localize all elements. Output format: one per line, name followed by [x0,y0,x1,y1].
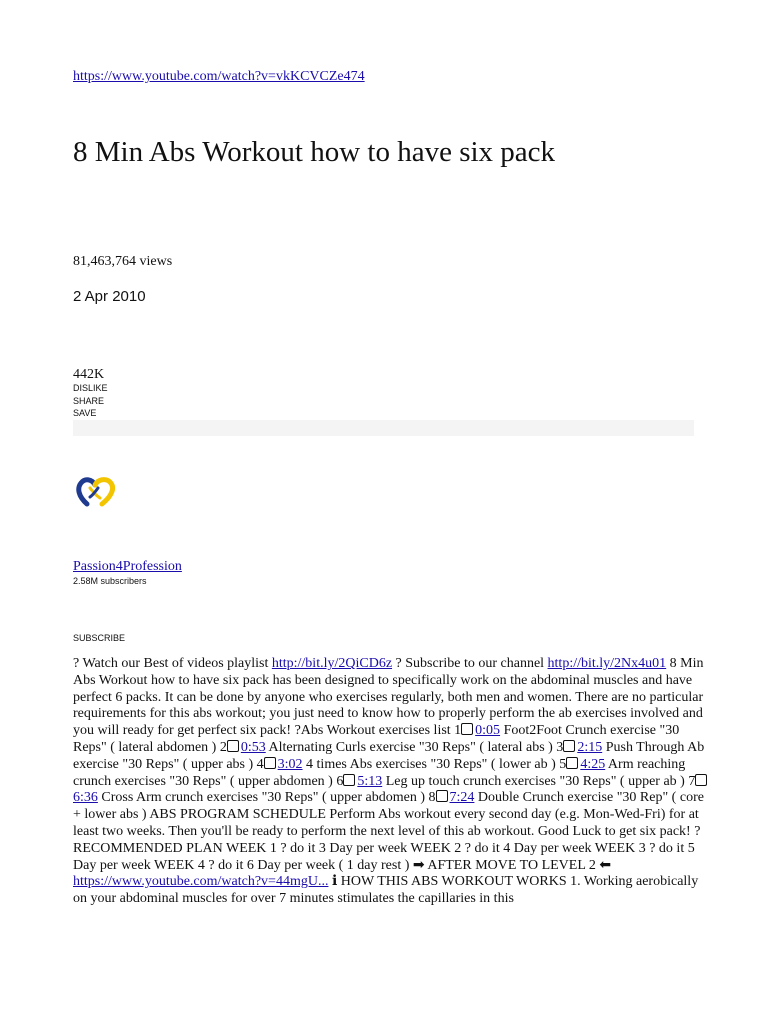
desc-text: 4 times Abs exercises "30 Reps" ( lower ab ) 5 [302,756,567,772]
checkbox-icon [566,757,578,769]
timestamp-link[interactable]: 3:02 [277,756,303,772]
desc-text: Foot2Foot Crunch exercise "30 Reps" ( lateral abdomen ) 2 [73,723,680,755]
checkbox-icon [461,723,473,735]
checkbox-icon [264,757,276,769]
timestamp-link[interactable]: 0:05 [475,723,501,739]
divider-bar [73,420,694,436]
dislike-button[interactable]: DISLIKE [73,383,108,393]
save-button[interactable]: SAVE [73,408,97,418]
checkbox-icon [563,740,575,752]
timestamp-link[interactable]: 2:15 [577,739,603,755]
checkbox-icon [695,774,707,786]
checkbox-icon [227,740,239,752]
checkbox-icon [343,774,355,786]
desc-text: ? Watch our Best of videos playlist [73,656,272,671]
video-title: 8 Min Abs Workout how to have six pack [73,136,556,168]
desc-text: ? Subscribe to our channel [392,656,548,671]
video-description [73,656,713,908]
desc-text: Arm reaching crunch exercises "30 Reps" ( upper abdomen ) 6 [73,756,686,789]
desc-text: Cross Arm crunch exercises "30 Reps" ( upper abdomen ) 8 [97,790,436,806]
desc-text: ℹ HOW THIS ABS WORKOUT WORKS 1. Working aerobically on your abdominal muscles for over 7 minutes stimulates the capillaries in this [73,874,699,907]
level2-video-link[interactable]: https://www.youtube.com/watch?v=44mgU... [73,874,329,890]
channel-short-link[interactable]: http://bit.ly/2Nx4u01 [547,656,667,671]
checkbox-icon [436,790,448,802]
view-count: 81,463,764 views [73,254,173,269]
playlist-link[interactable]: http://bit.ly/2QiCD6z [271,656,393,671]
timestamp-link[interactable]: 4:25 [580,756,606,772]
timestamp-link[interactable]: 5:13 [357,773,383,789]
channel-name-link[interactable]: Passion4Profession [73,559,182,574]
channel-logo-icon[interactable] [76,476,118,508]
desc-text: 8 Min Abs Workout how to have six pack has been designed to specifically work on the abdominal muscles and have perfect 6 packs. It can be done by anyone who exercises regularly, both men and women. There are no particular requirements for this abs workout; you just need to know how to properly perform the ab exercises involved and you will ready for get perfect six pack! ?Abs Workout exercises list 1 [73,656,704,739]
video-url-link[interactable]: https://www.youtube.com/watch?v=vkKCVCZe474 [73,69,365,84]
timestamp-link[interactable]: 6:36 [73,790,98,806]
publish-date: 2 Apr 2010 [73,288,146,305]
desc-text: Leg up touch crunch exercises "30 Reps" ( upper ab ) 7 [382,773,696,789]
subscriber-count: 2.58M subscribers [73,576,147,586]
like-count[interactable]: 442K [73,367,105,382]
subscribe-button[interactable]: SUBSCRIBE [73,633,126,643]
timestamp-link[interactable]: 0:53 [240,739,266,755]
share-button[interactable]: SHARE [73,396,105,406]
timestamp-link[interactable]: 7:24 [449,790,475,806]
desc-text: Push Through Ab exercise "30 Reps" ( upper abs ) 4 [73,739,705,772]
desc-text: Double Crunch exercise "30 Rep" ( core + lower abs ) ABS PROGRAM SCHEDULE Perform Abs workout every second day (e.g. Mon-Wed-Fri) for at least two weeks. Then you'll be ready to perform the next level of this ab workout. Good Luck to get six pack! ? RECOMMENDED PLAN WEEK 1 ? do it 3 Day per week WEEK 2 ? do it 4 Day per week WEEK 3 ? do it 5 Day per week WEEK 4 ? do it 6 Day per week ( 1 day rest ) ➡ AFTER MOVE TO LEVEL 2 ⬅ [73,790,704,873]
desc-text: Alternating Curls exercise "30 Reps" ( lateral abs ) 3 [265,739,564,755]
